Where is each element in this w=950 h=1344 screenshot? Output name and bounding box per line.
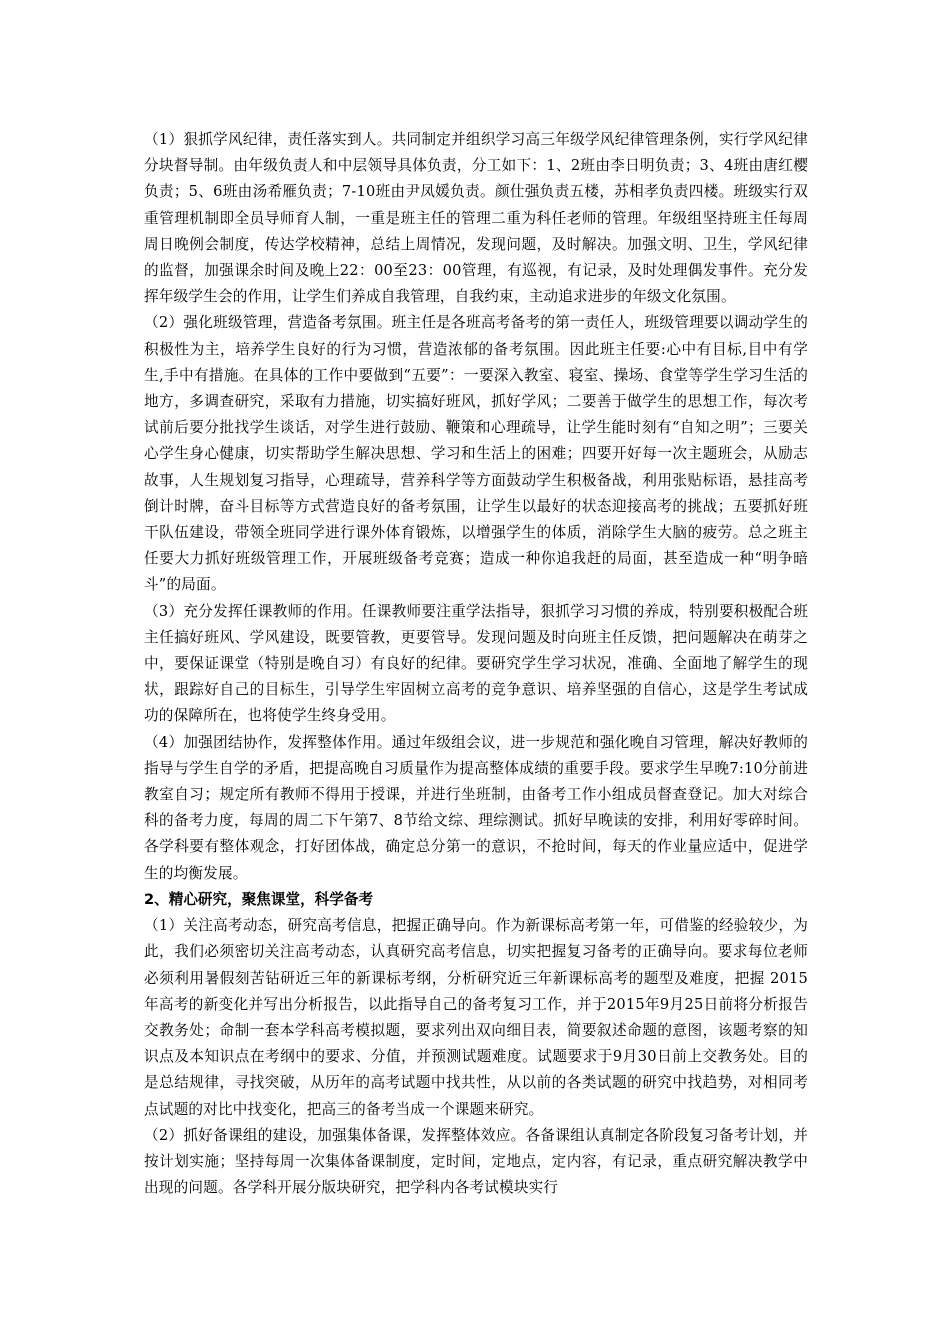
paragraph-lesson-groups: （2）抓好备课组的建设，加强集体备课，发挥整体效应。各备课组认真制定各阶段复习备考计划，并按计划实施；坚持每周一次集体备课制度，定时间，定地点，定内容，有记录，重点研究解决教学中出现的问题。各学科开展分版块研究，把学科内各考试模块实行 (144, 1126, 808, 1197)
paragraph-teacher-role: （3）充分发挥任课教师的作用。任课教师要注重学法指导，狠抓学习习惯的养成，特别要积极配合班主任搞好班风、学风建设，既要管教，更要管导。发现问题及时向班主任反馈，把问题解决在萌芽之中，要保证课堂（特别是晚自习）有良好的纪律。要研究学生学习状况，准确、全面地了解学生的现状，跟踪好自己的目标生，引导学生牢固树立高考的竞争意识、培养坚强的自信心，这是学生考试成功的保障所在，也将使学生终身受用。 (144, 602, 808, 725)
paragraph-class-management: （2）强化班级管理，营造备考氛围。班主任是各班高考备考的第一责任人，班级管理要以调动学生的积极性为主，培养学生良好的行为习惯，营造浓郁的备考氛围。因此班主任要:心中有目标,目中有学生,手中有措施。在具体的工作中要做到“五要”：一要深入教室、寝室、操场、食堂等学生学习生活的地方，多调查研究，采取有力措施，切实搞好班风，抓好学风；二要善于做学生的思想工作，每次考试前后要分批找学生谈话，对学生进行鼓励、鞭策和心理疏导，让学生能时刻有“自知之明”；三要关心学生身心健康，切实帮助学生解决思想、学习和生活上的困难；四要开好每一次主题班会，从励志故事，人生规划复习指导，心理疏导，营养科学等方面鼓动学生积极备战，利用张贴标语，悬挂高考倒计时牌，奋斗目标等方式营造良好的备考氛围，让学生以最好的状态迎接高考的挑战；五要抓好班干队伍建设，带领全班同学进行课外体育锻炼，以增强学生的体质，消除学生大脑的疲劳。总之班主任要大力抓好班级管理工作，开展班级备考竞赛；造成一种你追我赶的局面，甚至造成一种“明争暗斗”的局面。 (144, 314, 808, 594)
paragraph-discipline: （1）狠抓学风纪律，责任落实到人。共同制定并组织学习高三年级学风纪律管理条例，实行学风纪律分块督导制。由年级负责人和中层领导具体负责，分工如下：1、2班由李日明负责；3、4班由唐红樱负责；5、6班由汤希雁负责；7-10班由尹凤媛负责。颜仕强负责五楼，苏相孝负责四楼。班级实行双重管理机制即全员导师育人制，一重是班主任的管理二重为科任老师的管理。年级组坚持班主任每周周日晚例会制度，传达学校精神，总结上周情况，发现问题，及时解决。加强文明、卫生，学风纪律的监督，加强课余时间及晚上22：00至23：00管理，有巡视，有记录，及时处理偶发事件。充分发挥年级学生会的作用，让学生们养成自我管理，自我约束，主动追求进步的年级文化氛围。 (144, 131, 808, 306)
paragraph-teamwork: （4）加强团结协作，发挥整体作用。通过年级组会议，进一步规范和强化晚自习管理，解决好教师的指导与学生自学的矛盾，把提高晚自习质量作为提高整体成绩的重要手段。要求学生早晚7:10分前进教室自习；规定所有教师不得用于授课，并进行坐班制，由备考工作小组成员督查登记。加大对综合科的备考力度，每周的周二下午第7、8节给文综、理综测试。抓好早晚读的安排，利用好零碎时间。各学科要有整体观念，打好团体战，确定总分第一的意识，不抢时间，每天的作业量应适中，促进学生的均衡发展。 (144, 733, 808, 882)
document-body (144, 127, 808, 1201)
section-heading: 2、精心研究，聚焦课堂，科学备考 (144, 890, 374, 908)
paragraph-exam-trends: （1）关注高考动态，研究高考信息，把握正确导向。作为新课标高考第一年，可借鉴的经验较少，为此，我们必须密切关注高考动态，认真研究高考信息，切实把握复习备考的正确导向。要求每位老师必须利用暑假刻苦钻研近三年的新课标考纲，分析研究近三年新课标高考的题型及难度，把握 2015年高考的新变化并写出分析报告，以此指导自己的备考复习工作，并于2015年9月25日前将分析报告交教务处；命制一套本学科高考模拟题，要求列出双向细目表，简要叙述命题的意图，该题考察的知识点及本知识点在考纲中的要求、分值，并预测试题难度。试题要求于9月30日前上交教务处。目的是总结规律，寻找突破，从历年的高考试题中找共性，从以前的各类试题的研究中找趋势，对相同考点试题的对比中找变化，把高三的备考当成一个课题来研究。 (144, 917, 808, 1118)
